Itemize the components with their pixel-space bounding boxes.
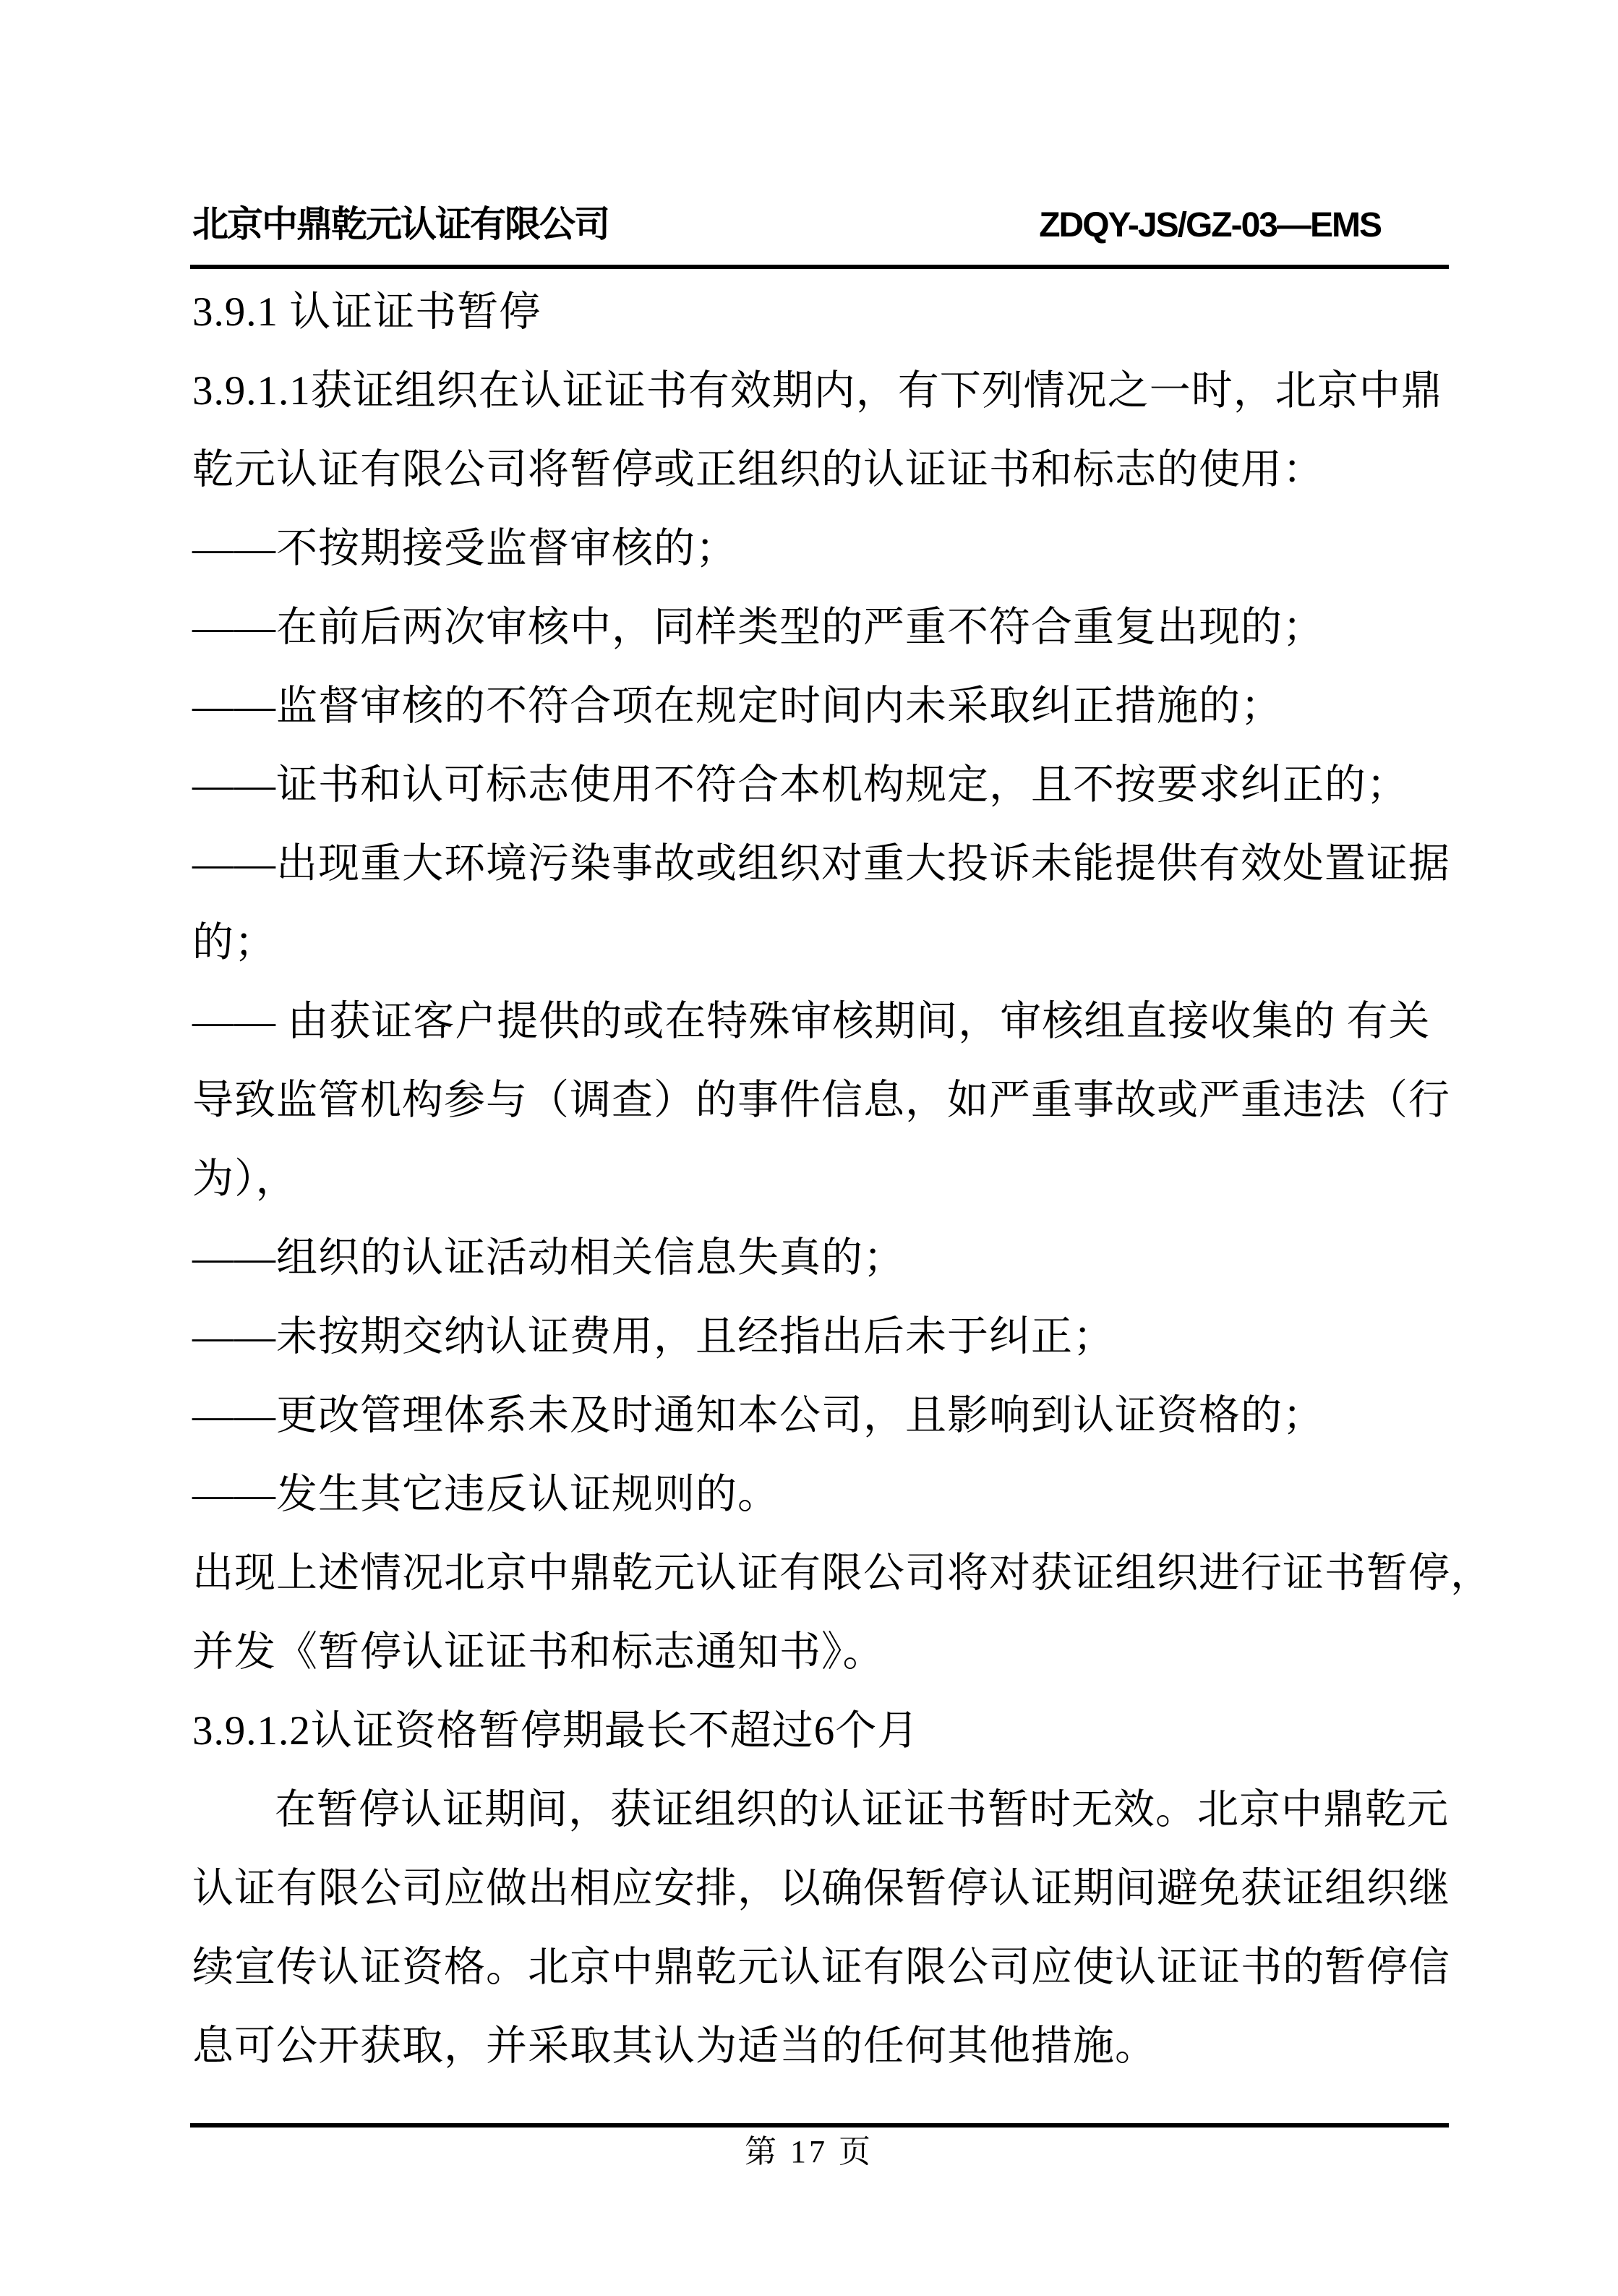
body-line: 在暂停认证期间，获证组织的认证证书暂时无效。北京中鼎乾元	[275, 1787, 1449, 1832]
section-heading-3-9-1-2: 3.9.1.2认证资格暂停期最长不超过6个月	[192, 1708, 920, 1754]
body-line: 导致监管机构参与（调查）的事件信息，如严重事故或严重违法（行	[192, 1077, 1450, 1123]
body-line: 认证有限公司应做出相应安排，以确保暂停认证期间避免获证组织继	[192, 1866, 1450, 1911]
document-body	[192, 273, 1492, 2086]
body-line: 的；	[192, 920, 276, 965]
body-line: 并发《暂停认证证书和标志通知书》。	[192, 1629, 885, 1675]
body-line: 3.9.1.1获证组织在认证证书有效期内，有下列情况之一时，北京中鼎	[192, 368, 1443, 414]
footer-rule	[190, 2123, 1449, 2128]
body-line: ——出现重大环境污染事故或组织对重大投诉未能提供有效处置证据	[192, 841, 1450, 887]
body-line: 乾元认证有限公司将暂停或正组织的认证证书和标志的使用：	[192, 447, 1324, 492]
page-number: 第 17 页	[745, 2134, 873, 2169]
body-line: 息可公开获取，并采取其认为适当的任何其他措施。	[192, 2023, 1157, 2069]
header-rule	[190, 265, 1449, 269]
body-line: ——监督审核的不符合项在规定时间内未采取纠正措施的；	[192, 683, 1283, 729]
body-line: 出现上述情况北京中鼎乾元认证有限公司将对获证组织进行证书暂停，	[192, 1550, 1492, 1596]
body-line: ——发生其它违反认证规则的。	[192, 1472, 779, 1517]
section-heading-3-9-1: 3.9.1 认证证书暂停	[192, 289, 542, 335]
company-name: 北京中鼎乾元认证有限公司	[192, 204, 609, 244]
body-line: ——在前后两次审核中，同样类型的严重不符合重复出现的；	[192, 605, 1324, 650]
page-header	[192, 195, 1450, 247]
body-line: ——组织的认证活动相关信息失真的；	[192, 1235, 905, 1281]
body-line: ——不按期接受监督审核的；	[192, 526, 737, 571]
body-line: ——未按期交纳认证费用，且经指出后未于纠正；	[192, 1314, 1115, 1360]
body-line: ——更改管理体系未及时通知本公司，且影响到认证资格的；	[192, 1393, 1324, 1438]
body-line: —— 由获证客户提供的或在特殊审核期间，审核组直接收集的 有关	[192, 999, 1431, 1044]
document-code: ZDQY-JS/GZ-03—EMS	[1039, 206, 1381, 244]
body-line: 为），	[192, 1156, 298, 1202]
body-line: 续宣传认证资格。北京中鼎乾元认证有限公司应使认证证书的暂停信	[192, 1945, 1450, 1990]
body-line: ——证书和认可标志使用不符合本机构规定，且不按要求纠正的；	[192, 762, 1408, 808]
